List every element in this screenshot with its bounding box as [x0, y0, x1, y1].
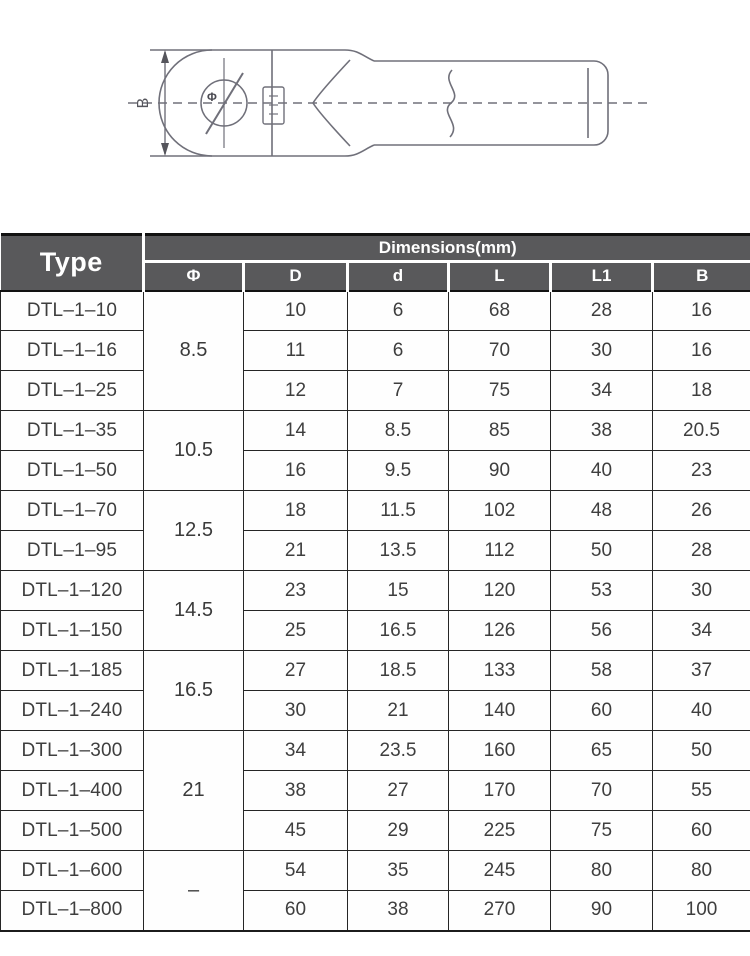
b-cell: 34	[653, 611, 750, 651]
d-cell: 6	[348, 331, 449, 371]
l-cell: 102	[449, 491, 551, 531]
d-cell: 18.5	[348, 651, 449, 691]
col-header-d: d	[348, 262, 449, 291]
table-row	[1, 691, 750, 731]
col-header-L1: L1	[551, 262, 653, 291]
phi-cell: 10.5	[144, 411, 244, 491]
type-cell: DTL–1–50	[1, 451, 144, 491]
b-cell: 55	[653, 771, 750, 811]
d-cell: 16.5	[348, 611, 449, 651]
l1-cell: 58	[551, 651, 653, 691]
l1-cell: 34	[551, 371, 653, 411]
b-cell: 28	[653, 531, 750, 571]
type-cell: DTL–1–35	[1, 411, 144, 451]
l1-cell: 50	[551, 531, 653, 571]
d-cell: 38	[244, 771, 348, 811]
b-cell: 20.5	[653, 411, 750, 451]
d-cell: 54	[244, 851, 348, 891]
arrow-up-icon	[161, 50, 169, 63]
l-cell: 75	[449, 371, 551, 411]
d-cell: 18	[244, 491, 348, 531]
l1-cell: 53	[551, 571, 653, 611]
l-cell: 85	[449, 411, 551, 451]
type-cell: DTL–1–70	[1, 491, 144, 531]
l1-cell: 70	[551, 771, 653, 811]
phi-cell: 21	[144, 731, 244, 851]
table-row	[1, 891, 750, 931]
spec-table-body	[1, 291, 750, 931]
col-header-B: B	[653, 262, 750, 291]
l1-cell: 90	[551, 891, 653, 931]
d-cell: 14	[244, 411, 348, 451]
l1-cell: 65	[551, 731, 653, 771]
type-cell: DTL–1–150	[1, 611, 144, 651]
table-row	[1, 451, 750, 491]
type-cell: DTL–1–400	[1, 771, 144, 811]
table-row	[1, 811, 750, 851]
l-cell: 160	[449, 731, 551, 771]
col-header-phi: Φ	[144, 262, 244, 291]
b-cell: 30	[653, 571, 750, 611]
phi-cell: –	[144, 851, 244, 931]
l-cell: 70	[449, 331, 551, 371]
type-cell: DTL–1–120	[1, 571, 144, 611]
l-cell: 225	[449, 811, 551, 851]
d-cell: 10	[244, 291, 348, 331]
type-cell: DTL–1–300	[1, 731, 144, 771]
b-cell: 16	[653, 331, 750, 371]
l1-cell: 28	[551, 291, 653, 331]
l1-cell: 75	[551, 811, 653, 851]
d-cell: 45	[244, 811, 348, 851]
d-cell: 35	[348, 851, 449, 891]
table-row	[1, 291, 750, 331]
d-cell: 25	[244, 611, 348, 651]
table-row	[1, 771, 750, 811]
l-cell: 133	[449, 651, 551, 691]
l-cell: 90	[449, 451, 551, 491]
l1-cell: 38	[551, 411, 653, 451]
type-cell: DTL–1–500	[1, 811, 144, 851]
d-cell: 27	[244, 651, 348, 691]
d-cell: 13.5	[348, 531, 449, 571]
l1-cell: 56	[551, 611, 653, 651]
table-row	[1, 571, 750, 611]
type-cell: DTL–1–800	[1, 891, 144, 931]
l-cell: 245	[449, 851, 551, 891]
l-cell: 112	[449, 531, 551, 571]
spec-table	[0, 233, 750, 932]
d-cell: 27	[348, 771, 449, 811]
table-row	[1, 611, 750, 651]
phi-cell: 14.5	[144, 571, 244, 651]
l-cell: 126	[449, 611, 551, 651]
d-cell: 11	[244, 331, 348, 371]
table-row	[1, 651, 750, 691]
hole-diameter-label: Φ	[207, 90, 217, 104]
l-cell: 170	[449, 771, 551, 811]
d-cell: 16	[244, 451, 348, 491]
l-cell: 120	[449, 571, 551, 611]
l1-cell: 80	[551, 851, 653, 891]
b-cell: 100	[653, 891, 750, 931]
phi-cell: 12.5	[144, 491, 244, 571]
d-cell: 21	[244, 531, 348, 571]
l1-cell: 30	[551, 331, 653, 371]
b-dimension-label: B	[135, 97, 152, 109]
type-cell: DTL–1–10	[1, 291, 144, 331]
table-row	[1, 331, 750, 371]
b-cell: 18	[653, 371, 750, 411]
table-row	[1, 491, 750, 531]
dimensions-header: Dimensions(mm)	[144, 235, 750, 262]
b-cell: 50	[653, 731, 750, 771]
l1-cell: 40	[551, 451, 653, 491]
d-cell: 15	[348, 571, 449, 611]
d-cell: 11.5	[348, 491, 449, 531]
d-cell: 23.5	[348, 731, 449, 771]
l-cell: 68	[449, 291, 551, 331]
col-header-D: D	[244, 262, 348, 291]
b-cell: 23	[653, 451, 750, 491]
d-cell: 34	[244, 731, 348, 771]
lug-technical-drawing	[0, 0, 750, 220]
table-row	[1, 731, 750, 771]
b-cell: 40	[653, 691, 750, 731]
l1-cell: 60	[551, 691, 653, 731]
l-cell: 140	[449, 691, 551, 731]
arrow-down-icon	[161, 143, 169, 156]
l-cell: 270	[449, 891, 551, 931]
d-cell: 7	[348, 371, 449, 411]
d-cell: 29	[348, 811, 449, 851]
d-cell: 21	[348, 691, 449, 731]
table-row	[1, 531, 750, 571]
col-header-L: L	[449, 262, 551, 291]
type-cell: DTL–1–185	[1, 651, 144, 691]
table-row	[1, 851, 750, 891]
b-cell: 26	[653, 491, 750, 531]
type-cell: DTL–1–95	[1, 531, 144, 571]
d-cell: 9.5	[348, 451, 449, 491]
phi-cell: 16.5	[144, 651, 244, 731]
d-cell: 60	[244, 891, 348, 931]
b-cell: 37	[653, 651, 750, 691]
type-cell: DTL–1–240	[1, 691, 144, 731]
type-cell: DTL–1–25	[1, 371, 144, 411]
b-cell: 60	[653, 811, 750, 851]
d-cell: 38	[348, 891, 449, 931]
type-cell: DTL–1–600	[1, 851, 144, 891]
d-cell: 6	[348, 291, 449, 331]
d-cell: 23	[244, 571, 348, 611]
spec-table-header	[1, 235, 750, 291]
phi-cell: 8.5	[144, 291, 244, 411]
l1-cell: 48	[551, 491, 653, 531]
type-cell: DTL–1–16	[1, 331, 144, 371]
d-cell: 12	[244, 371, 348, 411]
table-row	[1, 411, 750, 451]
d-cell: 30	[244, 691, 348, 731]
type-header: Type	[1, 235, 144, 291]
d-cell: 8.5	[348, 411, 449, 451]
table-row	[1, 371, 750, 411]
b-cell: 16	[653, 291, 750, 331]
b-cell: 80	[653, 851, 750, 891]
